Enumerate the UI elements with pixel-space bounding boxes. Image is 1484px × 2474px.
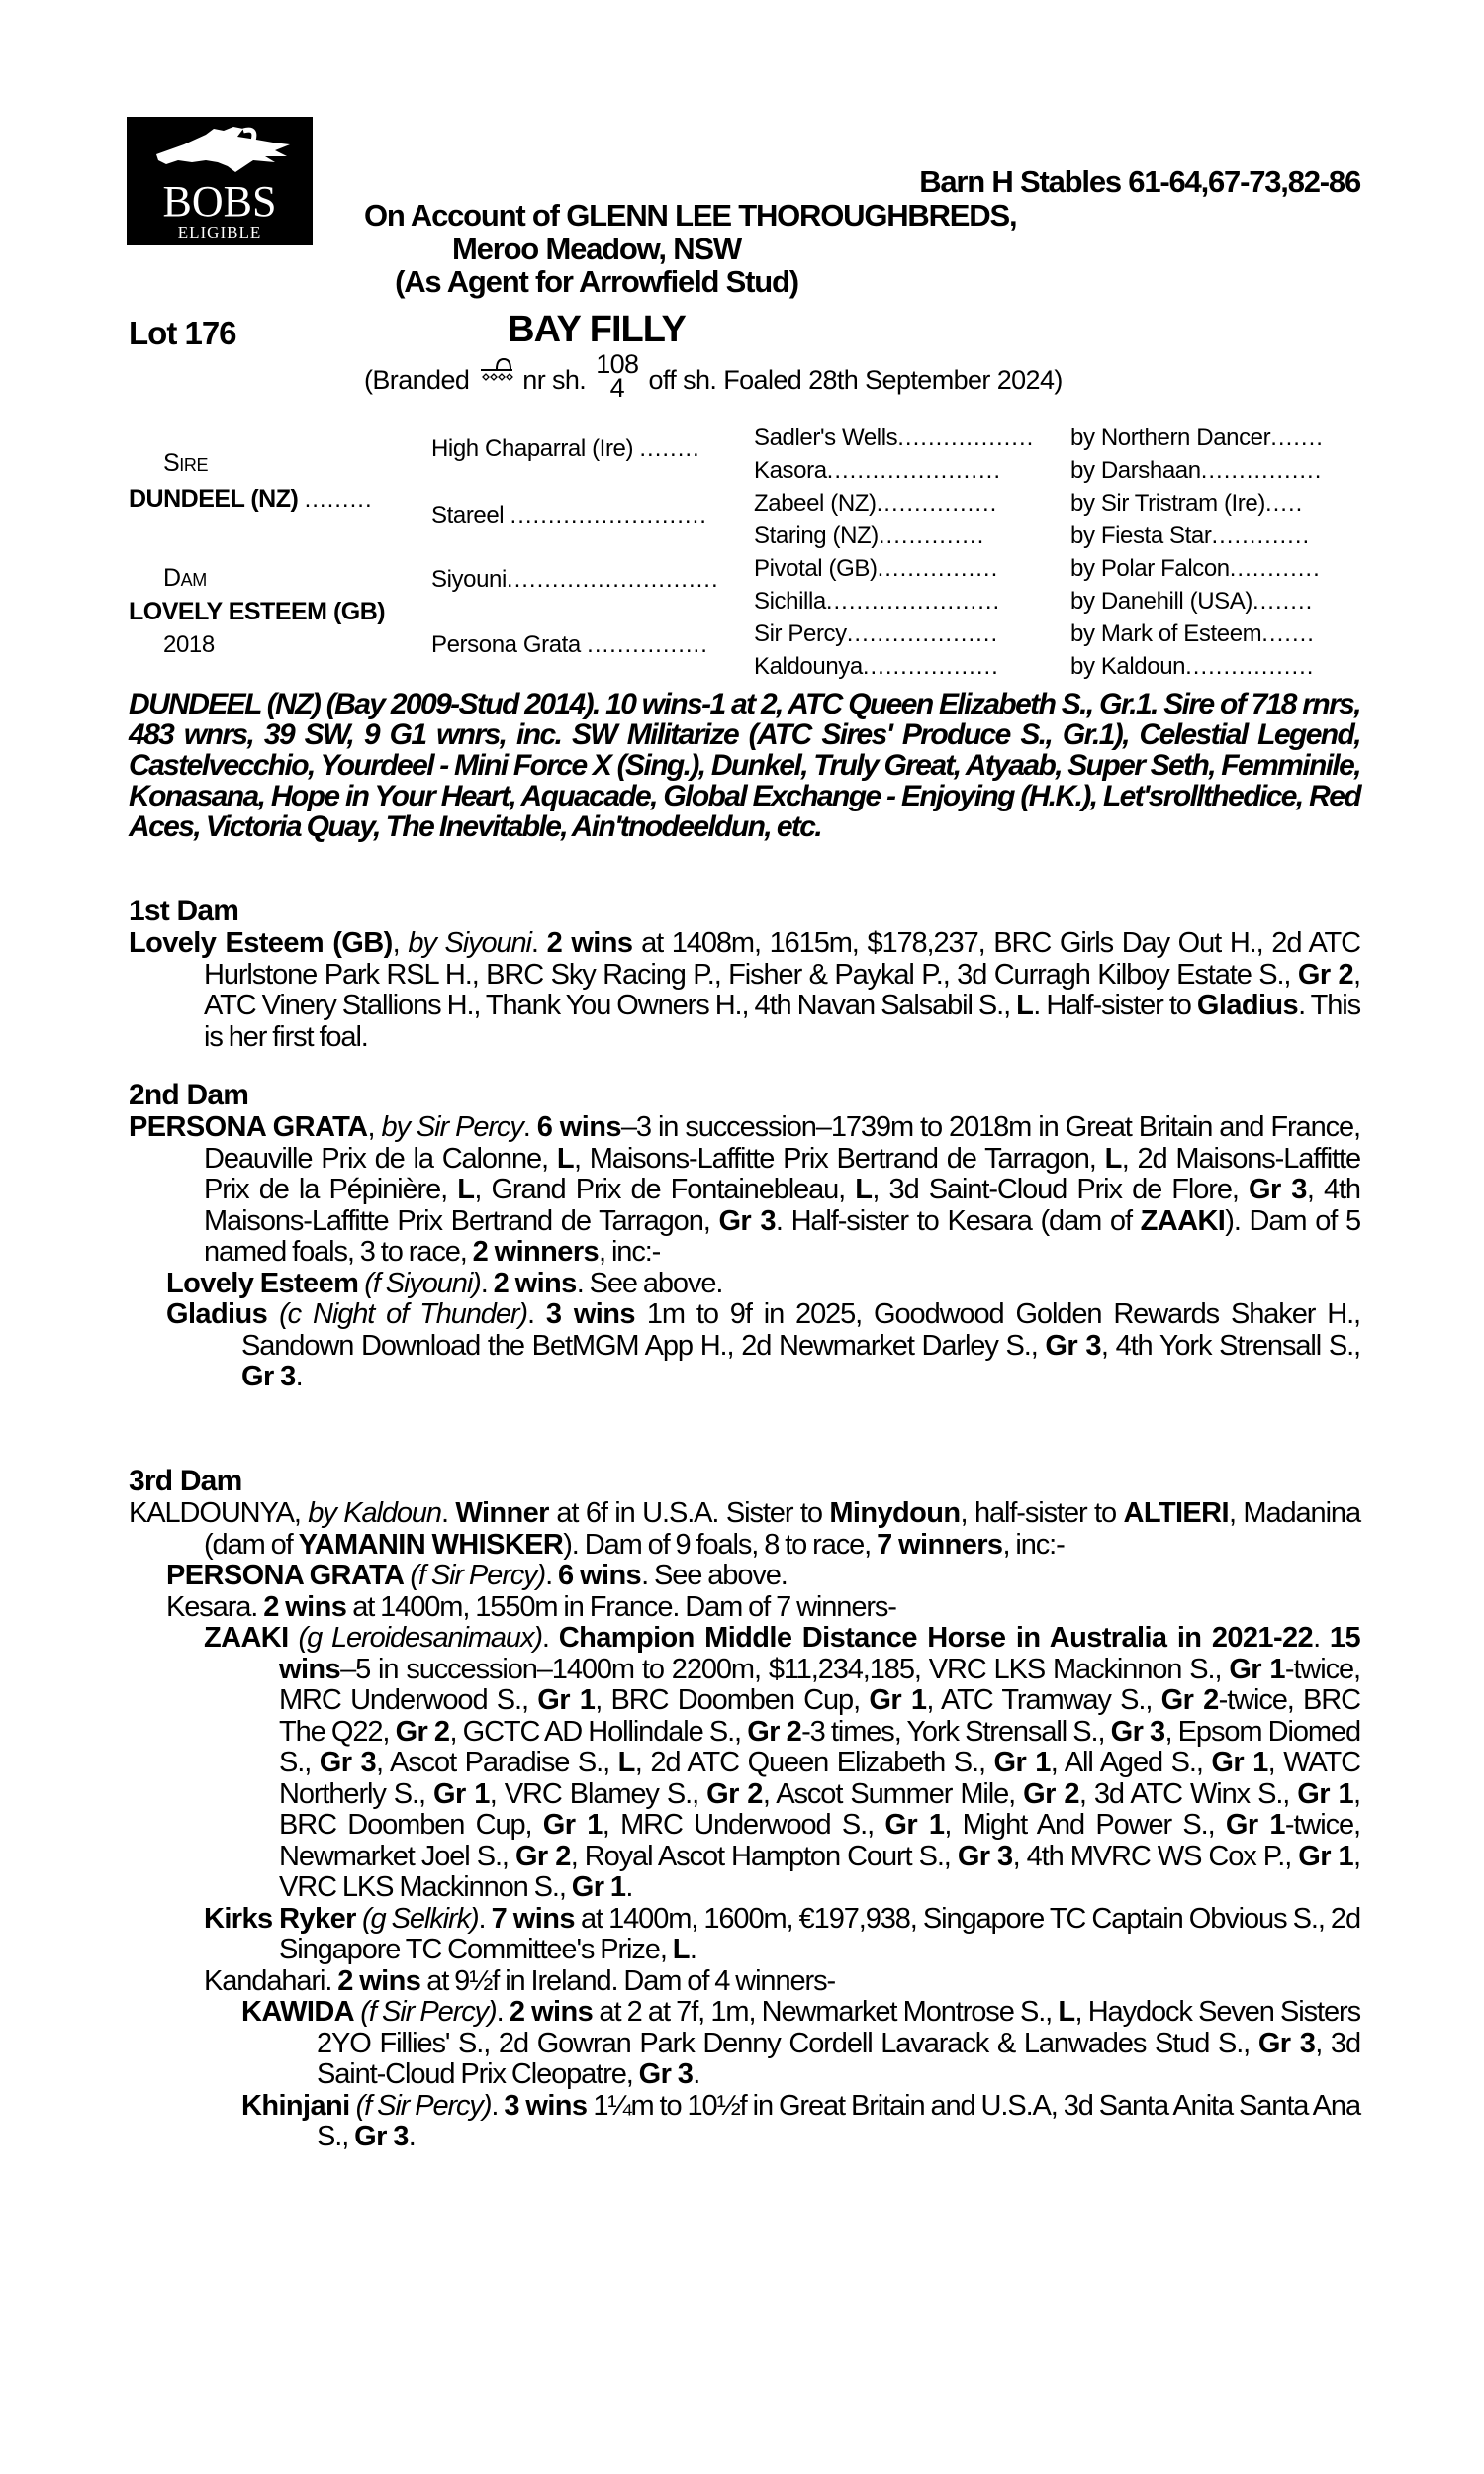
bold-text: Champion Middle Distance Horse in Australia in 2021-22	[558, 1622, 1314, 1654]
bold-text: Gr 3	[1045, 1329, 1101, 1362]
text-segment: Kesara.	[166, 1590, 264, 1623]
bold-text: Gr 2	[1160, 1684, 1219, 1716]
bold-text: PERSONA GRATA	[166, 1560, 405, 1591]
text-segment: ,	[367, 1111, 382, 1143]
bold-text: L	[556, 1142, 574, 1175]
near-shoulder-label: nr sh.	[522, 364, 587, 395]
bold-text: ZAAKI	[204, 1622, 289, 1654]
bold-text: Gr 3	[1248, 1174, 1307, 1205]
bold-text: Gr 3	[1257, 2027, 1316, 2059]
sire-summary: DUNDEEL (NZ) (Bay 2009-Stud 2014). 10 wins-1 at 2, ATC Queen Elizabeth S., Gr.1. Sire of 718 rnrs, 483 wnrs, 39 SW, 9 G1 wnrs, inc. SW Militarize (ATC Sires' Produce S., Gr.1), Celestial Legend, Castelvecchio, Yourdeel - Mini Force X (Sing.), Dunkel, Truly Great, Atyaab, Super Seth, Femminile, Konasana, Hope in Your Heart, Aquacade, Global Exchange - Enjoying (H.K.), Let'srollthedice, Red Aces, Victoria Quay, The Inevitable, Ain'tnodeeldun, etc.	[129, 688, 1360, 843]
bobs-eligible-logo	[127, 117, 313, 245]
italic-text: (g Selkirk)	[361, 1902, 479, 1935]
text-segment: .	[625, 1871, 633, 1903]
text-segment: at 1408m, 1615m, $178,237, BRC Girls Day Out H., 2d ATC Hurlstone Park RSL H., BRC Sky Racing P., Fisher & Paykal P., 3d Curragh Kilboy Estate S.,	[204, 927, 1361, 991]
progeny-entry	[204, 1623, 1360, 1904]
third-dam-section	[129, 1465, 1360, 2153]
bold-text: 3 wins	[504, 2089, 588, 2122]
text-segment: –5 in succession–1400m to 2200m, $11,234,185, VRC LKS Mackinnon S.,	[340, 1653, 1230, 1685]
text-segment: , WATC Northerly S.,	[279, 1747, 1360, 1810]
bold-text: 3 wins	[545, 1298, 635, 1330]
bold-text: Gr 3	[718, 1204, 776, 1237]
text-segment: , All Aged S.,	[1050, 1747, 1212, 1778]
bold-text: Gr 3	[638, 2058, 694, 2090]
text-segment: , Epsom Diomed S.,	[279, 1715, 1360, 1778]
text-segment: .	[530, 927, 547, 959]
text-segment: -twice, Newmarket Joel S.,	[279, 1809, 1360, 1872]
second-dam-text	[129, 1112, 1360, 1269]
text-segment: , Royal Ascot Hampton Court S.,	[570, 1840, 958, 1872]
text-segment	[267, 1298, 279, 1330]
text-segment: at 6f in U.S.A. Sister to	[548, 1497, 830, 1529]
italic-text: (f Sir Percy)	[410, 1560, 546, 1591]
progeny-entry	[166, 1592, 1360, 1624]
text-segment: .	[491, 2089, 505, 2122]
first-dam-heading: 1st Dam	[129, 895, 239, 927]
text-segment: , 3d Saint-Cloud Prix de Flore,	[872, 1174, 1249, 1205]
bold-text: 2 wins	[546, 927, 633, 959]
bold-text: 2 wins	[263, 1590, 347, 1623]
bold-text: Lovely Esteem	[166, 1267, 359, 1299]
bold-text: Gr 2	[706, 1777, 763, 1810]
italic-text: by Siyouni	[408, 927, 531, 959]
progeny-entry	[241, 2091, 1360, 2153]
bold-text: Kirks Ryker	[204, 1902, 356, 1935]
text-segment: , ATC Tramway S.,	[926, 1684, 1161, 1716]
logo-text-eligible: ELIGIBLE	[177, 223, 262, 241]
bold-text: Gr 1	[1298, 1840, 1354, 1872]
text-segment: , Ascot Summer Mile,	[762, 1777, 1024, 1810]
gen2-item: Stareel ..........................	[431, 502, 707, 528]
text-segment: 1m to 9f in 2025, Goodwood Golden Rewards Shaker H., Sandown Download the BetMGM App H., 2d Newmarket Darley S.,	[241, 1298, 1360, 1362]
text-segment: .	[1313, 1622, 1330, 1654]
progeny-entry	[241, 1997, 1360, 2091]
bold-text: Gr 2	[395, 1715, 450, 1748]
italic-text: (f Sir Percy)	[360, 1996, 497, 2028]
text-segment: .	[480, 1267, 494, 1299]
italic-text: (f Sir Percy)	[355, 2089, 492, 2122]
bold-text: Gr 2	[1297, 958, 1354, 991]
sire-label: Sire	[163, 449, 209, 477]
progeny-entry	[166, 1269, 1360, 1300]
text-segment: -3 times, York Strensall S.,	[801, 1715, 1111, 1748]
text-segment: , 2d ATC Queen Elizabeth S.,	[634, 1747, 994, 1778]
text-segment: .	[496, 1996, 510, 2028]
text-segment: ). Dam of 5 named foals, 3 to race,	[204, 1204, 1360, 1268]
bold-text: Gr 1	[1297, 1777, 1354, 1810]
bold-text: 6 wins	[536, 1111, 621, 1143]
gen3-row: Sichilla....................... by Danehill (USA)........	[754, 588, 1314, 615]
text-segment: -twice, MRC Underwood S.,	[279, 1653, 1360, 1716]
bold-text: Gr 3	[354, 2121, 409, 2152]
bold-text: 6 wins	[558, 1560, 642, 1591]
text-segment: .	[693, 2058, 700, 2090]
gen3-row: Zabeel (NZ)................ by Sir Tristram (Ire).....	[754, 490, 1304, 517]
brand-number-top: 108	[596, 349, 639, 379]
bold-text: Gr 1	[542, 1809, 603, 1841]
text-segment	[289, 1622, 299, 1654]
text-segment: .	[440, 1497, 456, 1529]
sire-name: DUNDEEL (NZ) .........	[129, 485, 373, 513]
text-segment: –3 in succession–1739m to 2018m in Great Britain and France, Deauville Prix de la Calonne,	[204, 1111, 1360, 1175]
lot-title: BAY FILLY	[508, 309, 686, 350]
bold-text: Gr 1	[1229, 1653, 1285, 1685]
text-segment: .	[295, 1361, 303, 1392]
text-segment: , half-sister to	[960, 1497, 1124, 1529]
text-segment: .	[408, 2121, 416, 2152]
dam-year: 2018	[163, 631, 215, 658]
text-segment: , Grand Prix de Fontainebleau,	[474, 1174, 856, 1205]
bold-text: Gladius	[1196, 990, 1299, 1021]
text-segment: at 9½f in Ireland. Dam of 4 winners-	[420, 1964, 836, 1997]
bold-text: L	[855, 1174, 873, 1205]
italic-text: (g Leroidesanimaux)	[298, 1622, 542, 1654]
text-segment: , 2d Maisons-Laffitte Prix de la Pépinière,	[204, 1142, 1360, 1205]
bold-text: L	[457, 1174, 475, 1205]
bold-text: L	[672, 1934, 690, 1965]
text-segment: 1¼m to 10½f in Great Britain and U.S.A, 3d Santa Anita Santa Ana S.,	[317, 2089, 1360, 2152]
bold-text: Winner	[455, 1497, 549, 1529]
bold-text: Gr 3	[319, 1747, 377, 1778]
text-segment: , 4th York Strensall S.,	[1100, 1329, 1360, 1362]
bold-text: KAWIDA	[241, 1996, 355, 2028]
third-dam-heading: 3rd Dam	[129, 1465, 242, 1497]
brand-number	[596, 349, 639, 403]
text-segment: , 4th Maisons-Laffitte Prix Bertrand de Tarragon,	[204, 1174, 1360, 1237]
gen3-list	[754, 422, 1357, 683]
bold-text: L	[1058, 1996, 1075, 2028]
text-segment: , GCTC AD Hollindale S.,	[449, 1715, 748, 1748]
text-segment: .	[689, 1934, 696, 1965]
branded-label: (Branded	[364, 364, 470, 395]
text-segment: at 2 at 7f, 1m, Newmarket Montrose S.,	[593, 1996, 1059, 2028]
bold-text: Gr 3	[1110, 1715, 1165, 1748]
bold-text: ZAAKI	[1140, 1204, 1226, 1237]
gen3-row: Kaldounya.................. by Kaldoun.................	[754, 653, 1315, 680]
text-segment: , Haydock Seven Sisters 2YO Fillies' S., 2d Gowran Park Denny Cordell Lavarack & Lanwades Stud S.,	[317, 1996, 1360, 2059]
text-segment: , Maisons-Laffitte Prix Bertrand de Tarragon,	[573, 1142, 1105, 1175]
bold-text: 2 wins	[493, 1267, 577, 1299]
bold-text: YAMANIN WHISKER	[298, 1528, 564, 1561]
bold-text: 7 winners	[877, 1528, 1003, 1561]
text-segment: , inc:-	[1002, 1528, 1065, 1561]
text-segment: , BRC Doomben Cup,	[279, 1777, 1360, 1841]
bold-text: ALTIERI	[1123, 1497, 1229, 1529]
bold-text: Khinjani	[241, 2089, 350, 2122]
bold-text: Lovely Esteem (GB)	[129, 927, 393, 959]
gen3-row: Staring (NZ).............. by Fiesta Star.............	[754, 523, 1311, 549]
gen2-item: Siyouni............................	[431, 566, 719, 593]
lot-number: Lot 176	[129, 315, 236, 351]
second-dam-section	[129, 1079, 1360, 1393]
gen3-row: Pivotal (GB)................ by Polar Falcon............	[754, 555, 1321, 582]
text-segment: . See above.	[641, 1560, 788, 1591]
foaled-text: off sh. Foaled 28th September 2024)	[648, 364, 1063, 395]
italic-text: (f Siyouni)	[364, 1267, 481, 1299]
bold-text: 2 wins	[509, 1996, 594, 2028]
progeny-entry	[166, 1299, 1360, 1393]
bold-text: Gr 3	[957, 1840, 1013, 1872]
stables-text: Barn H Stables 61-64,67-73,82-86	[919, 164, 1360, 199]
brand-mark-icon	[477, 355, 514, 394]
text-segment: , 3d Saint-Cloud Prix Cleopatre,	[317, 2027, 1360, 2090]
bold-text: 7 wins	[491, 1902, 575, 1935]
italic-text: by Sir Percy	[381, 1111, 523, 1143]
text-segment: , Ascot Paradise S.,	[376, 1747, 618, 1778]
text-segment: .	[541, 1622, 559, 1654]
progeny-entry	[204, 1904, 1360, 1966]
text-segment: , inc:-	[599, 1236, 661, 1268]
bold-text: Gladius	[166, 1298, 268, 1330]
gen3-row: Kasora....................... by Darshaan................	[754, 457, 1323, 484]
italic-text: by Kaldoun	[308, 1497, 441, 1529]
text-segment: ,	[392, 927, 409, 959]
text-segment: , MRC Underwood S.,	[602, 1809, 885, 1841]
text-segment: , Might And Power S.,	[944, 1809, 1226, 1841]
bold-text: Gr 1	[1225, 1809, 1285, 1841]
text-segment: at 1400m, 1550m in France. Dam of 7 winners-	[346, 1590, 896, 1623]
bold-text: L	[1104, 1142, 1122, 1175]
gen3-row: Sir Percy.................... by Mark of Esteem.......	[754, 620, 1315, 647]
text-segment: ). Dam of 9 foals, 8 to race,	[563, 1528, 878, 1561]
bold-text: Gr 1	[884, 1809, 945, 1841]
gen2-item: Persona Grata ................	[431, 631, 708, 658]
bold-text: L	[1016, 990, 1034, 1021]
location-text: Meroo Meadow, NSW	[452, 232, 741, 266]
brand-number-bottom: 4	[609, 373, 625, 403]
text-segment: at 1400m, 1600m, €197,938, Singapore TC Captain Obvious S., 2d Singapore TC Committee's Prize,	[279, 1902, 1360, 1965]
text-segment: Kandahari.	[204, 1964, 338, 1997]
brand-line	[364, 349, 1063, 404]
gen2-item: High Chaparral (Ire) ........	[431, 435, 700, 462]
progeny-entry	[166, 1561, 1360, 1592]
bold-text: Gr 1	[869, 1684, 927, 1716]
text-segment: . This is her first foal.	[204, 990, 1360, 1053]
bold-text: L	[617, 1747, 635, 1778]
progeny-entry	[204, 1966, 1360, 1998]
text-segment: , VRC Blamey S.,	[489, 1777, 707, 1810]
text-segment: .	[478, 1902, 492, 1935]
bold-text: Gr 2	[514, 1840, 571, 1872]
bold-text: Minydoun	[829, 1497, 961, 1529]
bold-text: Gr 1	[993, 1747, 1051, 1778]
bold-text: Gr 1	[433, 1777, 490, 1810]
dam-label: Dam	[163, 564, 207, 592]
vendor-text: On Account of GLENN LEE THOROUGHBREDS,	[364, 198, 1017, 233]
text-segment: KALDOUNYA,	[129, 1497, 309, 1529]
text-segment: .	[526, 1298, 546, 1330]
text-segment: . Half-sister to	[1033, 990, 1197, 1021]
bold-text: Gr 3	[241, 1361, 296, 1392]
text-segment: .	[522, 1111, 537, 1143]
horse-head-logo-icon	[127, 117, 313, 245]
second-dam-heading: 2nd Dam	[129, 1079, 249, 1111]
bold-text: PERSONA GRATA	[129, 1111, 368, 1143]
logo-text-bobs: BOBS	[162, 177, 277, 226]
text-segment: . See above.	[576, 1267, 723, 1299]
text-segment: -twice, BRC The Q22,	[279, 1684, 1360, 1748]
agent-text: (As Agent for Arrowfield Stud)	[395, 264, 798, 299]
italic-text: (c Night of Thunder)	[279, 1298, 527, 1330]
bold-text: Gr 1	[1211, 1747, 1268, 1778]
third-dam-text	[129, 1498, 1360, 1561]
first-dam-text	[129, 928, 1360, 1053]
text-segment: , VRC LKS Mackinnon S.,	[279, 1840, 1360, 1903]
bold-text: 2 wins	[337, 1964, 421, 1997]
bold-text: 2 winners	[472, 1236, 600, 1268]
bold-text: 15 wins	[279, 1622, 1360, 1685]
text-segment: , BRC Doomben Cup,	[595, 1684, 870, 1716]
text-segment: .	[545, 1560, 559, 1591]
first-dam-section	[129, 895, 1360, 1053]
dam-name: LOVELY ESTEEM (GB)	[129, 598, 386, 625]
gen3-row: Sadler's Wells.................. by Northern Dancer.......	[754, 425, 1324, 451]
text-segment: , ATC Vinery Stallions H., Thank You Owners H., 4th Navan Salsabil S.,	[204, 958, 1360, 1021]
bold-text: Gr 1	[537, 1684, 596, 1716]
text-segment: , Madanina (dam of	[204, 1497, 1360, 1561]
text-segment: . Half-sister to Kesara (dam of	[775, 1204, 1141, 1237]
text-segment: , 3d ATC Winx S.,	[1078, 1777, 1298, 1810]
bold-text: Gr 2	[747, 1715, 802, 1748]
text-segment: , 4th MVRC WS Cox P.,	[1012, 1840, 1299, 1872]
bold-text: Gr 1	[571, 1871, 626, 1903]
bold-text: Gr 2	[1023, 1777, 1079, 1810]
